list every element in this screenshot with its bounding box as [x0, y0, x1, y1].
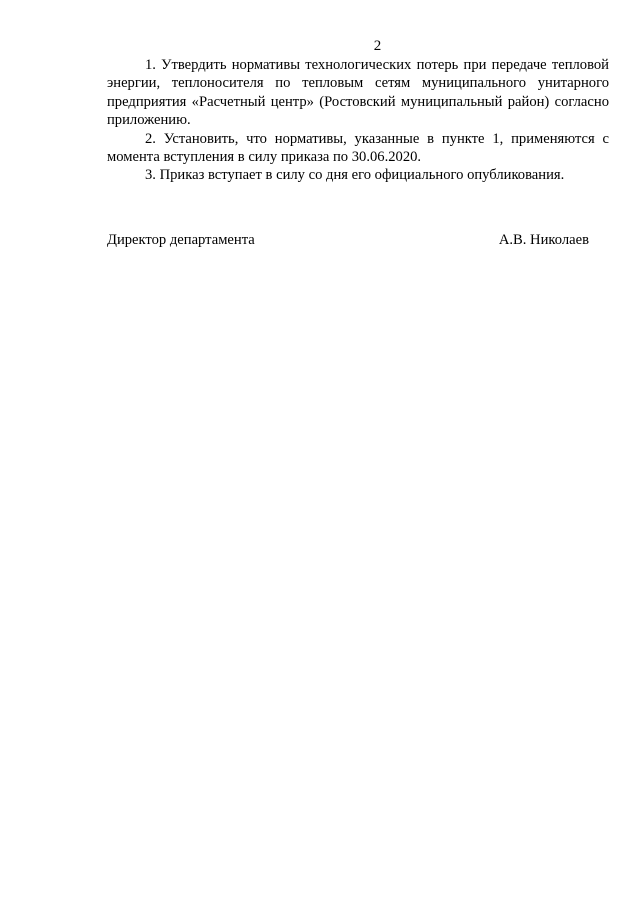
signatory-name: А.В. Николаев — [498, 232, 589, 248]
document-body — [107, 56, 609, 185]
signature-block — [107, 231, 589, 249]
paragraph-1: 1. Утвердить нормативы технологических потерь при передаче тепловой энергии, теплоносителя по тепловым сетям муниципального унитарного предприятия «Расчетный центр» (Ростовский муниципальный район) согласно приложению. — [107, 57, 609, 129]
page-number: 2 — [373, 38, 382, 54]
paragraph-2: 2. Установить, что нормативы, указанные в пункте 1, применяются с момента вступления в силу приказа по 30.06.2020. — [107, 130, 609, 166]
signatory-position: Директор департамента — [107, 232, 255, 248]
paragraph-3: 3. Приказ вступает в силу со дня его официального опубликования. — [145, 167, 565, 184]
